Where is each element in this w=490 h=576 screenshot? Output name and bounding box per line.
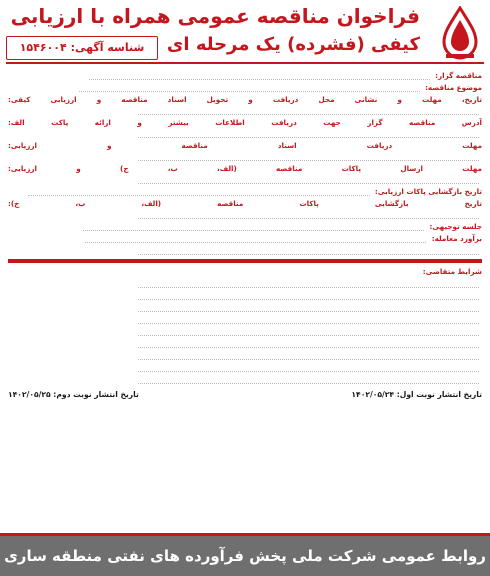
deadline-receive-row bbox=[8, 140, 482, 162]
condition-item bbox=[8, 314, 482, 325]
opening-eval-row bbox=[8, 186, 482, 197]
condition-item bbox=[8, 362, 482, 373]
notice-id-number: ۱۵۴۶۰۰۴ bbox=[19, 41, 67, 54]
footer-banner: روابط عمومی شرکت ملی پخش فرآورده های نفتی منطقه ساری bbox=[0, 536, 490, 576]
condition-item bbox=[8, 350, 482, 361]
briefing-label: جلسه توجیهی: bbox=[429, 222, 482, 231]
conditions-heading-row bbox=[8, 266, 482, 277]
condition-item bbox=[8, 326, 482, 337]
publication-dates bbox=[8, 389, 482, 400]
condition-item bbox=[8, 302, 482, 313]
conditions-label: شرایط متقاضی: bbox=[422, 267, 482, 276]
guarantee-row bbox=[8, 245, 482, 256]
company-logo-icon bbox=[436, 6, 484, 60]
condition-item bbox=[8, 374, 482, 385]
contact-label: آدرس مناقصه گزار جهت دریافت اطلاعات بیشتر و ارائه پاکت الف: bbox=[8, 118, 482, 127]
notice-body bbox=[8, 70, 482, 532]
opening-a-row bbox=[8, 198, 482, 220]
subject-label: موضوع مناقصه: bbox=[425, 83, 482, 92]
tender-org-label: مناقصه گزار: bbox=[435, 71, 482, 80]
notice-subtitle: کیفی (فشرده) یک مرحله ای bbox=[166, 34, 420, 55]
budget-label: برآورد معامله: bbox=[431, 234, 482, 243]
timeline-row bbox=[8, 94, 482, 116]
date-first: تاریخ انتشار نوبت اول: ۱۴۰۲/۰۵/۲۴ bbox=[351, 390, 482, 399]
notice-id-label: شناسه آگهی: bbox=[70, 41, 145, 54]
contact-row bbox=[8, 117, 482, 139]
notice-id-box bbox=[6, 36, 158, 60]
condition-item bbox=[8, 278, 482, 289]
budget-row bbox=[8, 233, 482, 244]
header bbox=[0, 0, 490, 64]
opening-eval-label: تاریخ بازگشایی پاکات ارزیابی: bbox=[374, 187, 482, 196]
notice-title: فراخوان مناقصه عمومی همراه با ارزیابی bbox=[10, 4, 420, 28]
timeline-label: تاریخ، مهلت و نشانی محل دریافت و تحویل اسناد مناقصه و ارزیابی کیفی: bbox=[8, 95, 482, 104]
condition-item bbox=[8, 338, 482, 349]
deadline-submit-row bbox=[8, 163, 482, 185]
opening-a-label: تاریخ بازگشایی پاکات مناقصه (الف، ب، ج): bbox=[8, 199, 482, 208]
tender-org-row bbox=[8, 70, 482, 81]
deadline-submit-label: مهلت ارسال پاکات مناقصه (الف، ب، ج) و ارزیابی: bbox=[8, 164, 482, 173]
emphasis-bar bbox=[8, 259, 482, 263]
subject-row bbox=[8, 82, 482, 93]
date-second: تاریخ انتشار نوبت دوم: ۱۴۰۲/۰۵/۲۵ bbox=[8, 390, 139, 399]
title-divider bbox=[6, 62, 484, 64]
briefing-row bbox=[8, 221, 482, 232]
deadline-receive-label: مهلت دریافت اسناد مناقصه و ارزیابی: bbox=[8, 141, 482, 150]
condition-item bbox=[8, 290, 482, 301]
